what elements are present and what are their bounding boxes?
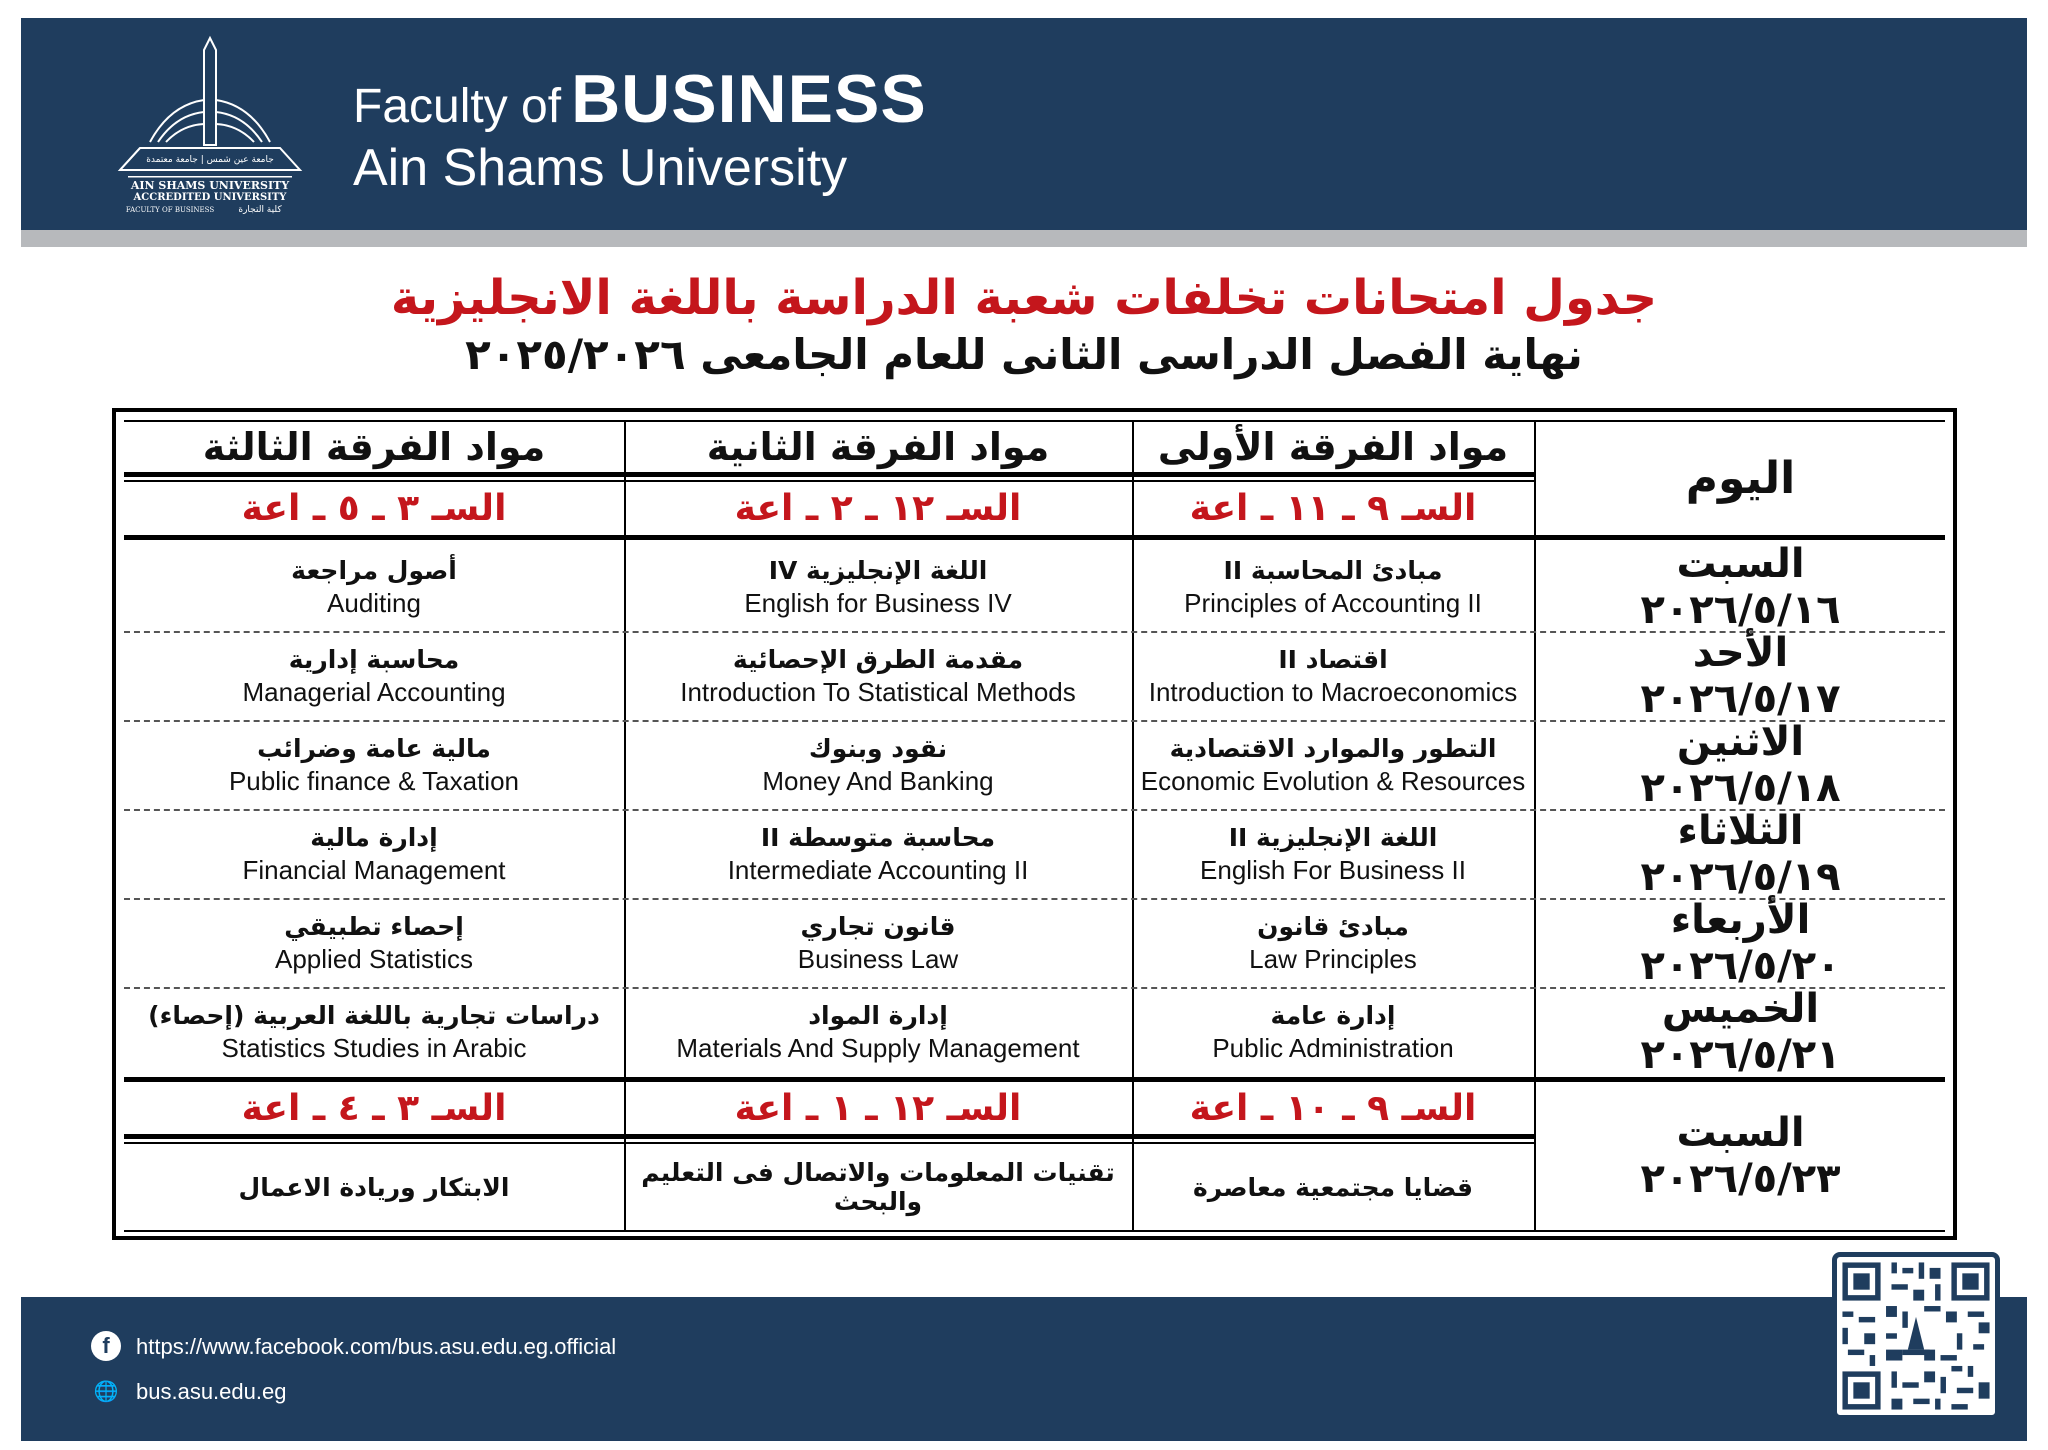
faculty-name: BUSINESS bbox=[571, 61, 927, 137]
day-column-header: اليوم bbox=[1685, 453, 1796, 504]
subject-en: Financial Management bbox=[242, 854, 506, 885]
table-row-day bbox=[1536, 809, 1945, 898]
col-header-third: مواد الفرقة الثالثة bbox=[202, 425, 546, 469]
university-logo bbox=[110, 30, 310, 215]
subject-cell bbox=[1132, 720, 1534, 809]
final-subject-second: تقنيات المعلومات والاتصال فى التعليم والبحث bbox=[641, 1158, 1115, 1216]
subject-ar: إدارة المواد bbox=[808, 1001, 948, 1030]
subject-en: Introduction To Statistical Methods bbox=[680, 676, 1076, 707]
subject-en: Public Administration bbox=[1212, 1033, 1454, 1063]
day-name: الأربعاء bbox=[1670, 896, 1811, 943]
table-row-day bbox=[1536, 720, 1945, 809]
final-time-second: السـ ١٢ ـ ١ ـ اعة bbox=[734, 1087, 1022, 1129]
header-divider bbox=[124, 472, 1534, 477]
subject-en: Materials And Supply Management bbox=[676, 1033, 1080, 1063]
subject-ar: محاسبة إدارية bbox=[288, 644, 460, 674]
final-time-first: السـ ٩ ـ ١٠ ـ اعة bbox=[1189, 1087, 1477, 1129]
table-row-day bbox=[1536, 987, 1945, 1077]
col-header-second: مواد الفرقة الثانية bbox=[706, 425, 1050, 469]
subject-ar: التطور والموارد الاقتصادية bbox=[1169, 733, 1497, 763]
subject-cell bbox=[1132, 631, 1534, 720]
schedule-title: جدول امتحانات تخلفات شعبة الدراسة باللغة الانجليزية bbox=[390, 270, 1658, 326]
subject-en: English for Business IV bbox=[744, 587, 1012, 618]
day-date: ٢٠٢٦/٥/١٧ bbox=[1640, 675, 1841, 722]
col-time-second: السـ ١٢ ـ ٢ ـ اعة bbox=[734, 488, 1022, 529]
subject-cell bbox=[1132, 898, 1534, 987]
subject-ar: قانون تجاري bbox=[800, 911, 956, 941]
subject-cell bbox=[1132, 542, 1534, 631]
facebook-link[interactable]: https://www.facebook.com/bus.asu.edu.eg.official bbox=[136, 1334, 617, 1359]
table-row-day bbox=[1536, 898, 1945, 987]
subject-cell bbox=[624, 987, 1132, 1077]
schedule-subtitle: نهاية الفصل الدراسى الثانى للعام الجامعى ٢٠٢٥/٢٠٢٦ bbox=[465, 330, 1583, 379]
subject-cell bbox=[1132, 987, 1534, 1077]
subject-cell bbox=[124, 987, 624, 1077]
table-row-day bbox=[1536, 542, 1945, 631]
grid-line bbox=[124, 1230, 1945, 1232]
exam-schedule-table bbox=[112, 408, 1957, 1240]
subject-ar: اقتصاد II bbox=[1278, 644, 1388, 674]
subject-en: English For Business II bbox=[1200, 854, 1466, 885]
day-date: ٢٠٢٦/٥/٢٣ bbox=[1640, 1156, 1841, 1202]
logo-text-3: FACULTY OF BUSINESS bbox=[125, 206, 215, 214]
logo-text-1: AIN SHAMS UNIVERSITY bbox=[130, 179, 290, 192]
subject-cell bbox=[624, 720, 1132, 809]
subject-cell bbox=[624, 631, 1132, 720]
facebook-icon: f bbox=[91, 1331, 121, 1361]
subject-en: Statistics Studies in Arabic bbox=[221, 1033, 527, 1063]
subject-en: Auditing bbox=[327, 587, 421, 618]
subject-ar: أصول مراجعة bbox=[291, 555, 457, 585]
day-name: السبت bbox=[1676, 540, 1805, 587]
day-date: ٢٠٢٦/٥/١٨ bbox=[1640, 764, 1841, 811]
final-subject-third: الابتكار وريادة الاعمال bbox=[238, 1172, 510, 1202]
subject-cell bbox=[624, 809, 1132, 898]
subject-cell bbox=[124, 542, 624, 631]
logo-text-2: ACCREDITED UNIVERSITY bbox=[133, 192, 287, 203]
qr-code bbox=[1832, 1252, 2000, 1420]
day-date: ٢٠٢٦/٥/٢٠ bbox=[1640, 942, 1841, 989]
final-row-day bbox=[1536, 1082, 1945, 1230]
subject-ar: اللغة الإنجليزية II bbox=[1228, 822, 1438, 852]
subject-ar: إحصاء تطبيقي bbox=[284, 911, 464, 941]
subject-en: Managerial Accounting bbox=[242, 676, 506, 707]
subject-ar: نقود وبنوك bbox=[808, 733, 948, 763]
day-date: ٢٠٢٦/٥/١٦ bbox=[1640, 586, 1841, 633]
col-header-first: مواد الفرقة الأولى bbox=[1157, 425, 1509, 469]
final-subject-first: قضايا مجتمعية معاصرة bbox=[1193, 1172, 1473, 1202]
subject-ar: إدارة مالية bbox=[310, 822, 438, 852]
header-bottom-line bbox=[124, 535, 1945, 540]
footer-banner bbox=[21, 1297, 2027, 1441]
day-name: الأحد bbox=[1692, 629, 1789, 676]
header-banner bbox=[21, 18, 2027, 230]
subject-en: Applied Statistics bbox=[275, 943, 473, 974]
subject-cell bbox=[124, 809, 624, 898]
subject-en: Principles of Accounting II bbox=[1184, 587, 1482, 618]
subject-cell bbox=[1132, 809, 1534, 898]
col-time-third: السـ ٣ ـ ٥ ـ اعة bbox=[241, 488, 507, 529]
subject-ar: مالية عامة وضرائب bbox=[257, 733, 491, 763]
day-date: ٢٠٢٦/٥/١٩ bbox=[1640, 853, 1841, 900]
university-name: Ain Shams University bbox=[353, 139, 848, 197]
subject-en: Public finance & Taxation bbox=[228, 765, 520, 796]
day-name: الاثنين bbox=[1676, 718, 1805, 765]
subject-cell bbox=[624, 542, 1132, 631]
subject-en: Law Principles bbox=[1249, 943, 1417, 974]
day-name: الثلاثاء bbox=[1677, 807, 1804, 854]
subject-cell bbox=[124, 631, 624, 720]
final-time-divider bbox=[124, 1134, 1534, 1139]
website-link[interactable]: bus.asu.edu.eg bbox=[136, 1379, 287, 1404]
faculty-prefix: Faculty of bbox=[353, 80, 562, 133]
qr-code-icon bbox=[1837, 1257, 1995, 1415]
header-gray-strip bbox=[21, 230, 2027, 247]
subject-en: Intermediate Accounting II bbox=[727, 854, 1029, 885]
subject-ar: مبادئ المحاسبة II bbox=[1223, 555, 1443, 585]
subject-en: Introduction to Macroeconomics bbox=[1148, 676, 1518, 707]
col-time-first: السـ ٩ ـ ١١ ـ اعة bbox=[1189, 488, 1477, 529]
table-row-day bbox=[1536, 631, 1945, 720]
subject-ar: مقدمة الطرق الإحصائية bbox=[732, 644, 1024, 674]
subject-cell bbox=[624, 898, 1132, 987]
day-name: الخميس bbox=[1661, 986, 1820, 1032]
faculty-line bbox=[353, 60, 927, 138]
logo-text-ar: كلية التجارة bbox=[238, 205, 282, 215]
logo-top-text: جامعة عين شمس | جامعة معتمدة bbox=[146, 155, 274, 165]
subject-ar: مبادئ قانون bbox=[1257, 911, 1409, 941]
subject-ar: إدارة عامة bbox=[1270, 1001, 1396, 1030]
subject-en: Money And Banking bbox=[762, 765, 994, 796]
day-name: السبت bbox=[1676, 1110, 1805, 1156]
subject-en: Economic Evolution & Resources bbox=[1140, 765, 1526, 796]
subject-cell bbox=[124, 720, 624, 809]
subject-ar: دراسات تجارية باللغة العربية (إحصاء) bbox=[148, 1001, 600, 1030]
final-time-third: السـ ٣ ـ ٤ ـ اعة bbox=[241, 1087, 507, 1129]
day-date: ٢٠٢٦/٥/٢١ bbox=[1640, 1032, 1841, 1078]
subject-cell bbox=[124, 898, 624, 987]
subject-ar: اللغة الإنجليزية IV bbox=[768, 555, 988, 585]
subject-en: Business Law bbox=[797, 943, 959, 974]
globe-icon: 🌐 bbox=[93, 1380, 119, 1403]
subject-ar: محاسبة متوسطة II bbox=[760, 822, 996, 852]
